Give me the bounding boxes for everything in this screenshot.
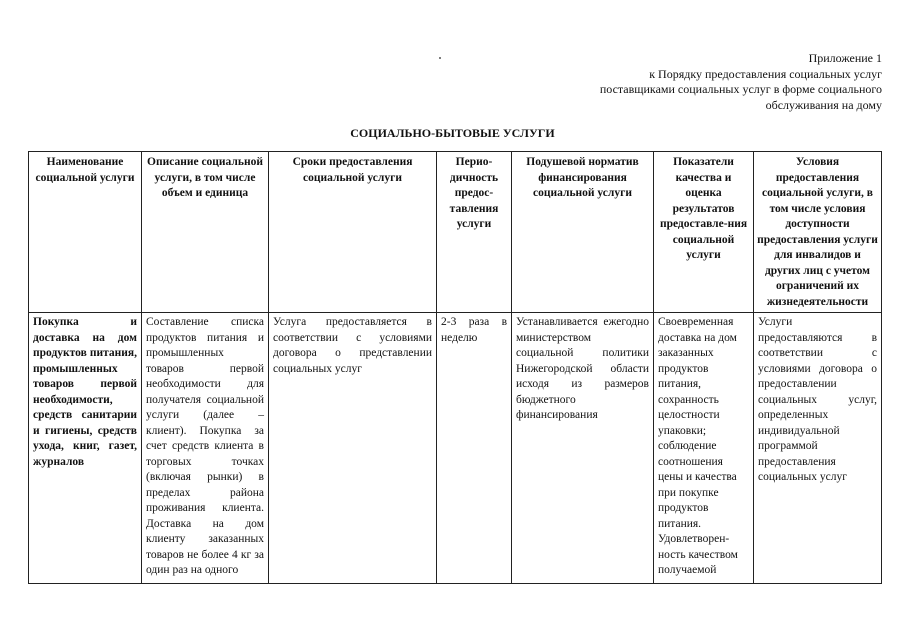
- appendix-line-4: обслуживания на дому: [765, 97, 882, 112]
- header-description: Описание социальной услуги, в том числе объем и единица: [142, 152, 269, 313]
- cell-funding: Устанавливается ежегодно министерством социальной политики Нижегородской области исходя из размеров бюджетного финансирования: [512, 313, 654, 584]
- cell-service-name: Покупка и доставка на дом продуктов питания, промышленных товаров первой необходимости, средств санитарии и гигиены, средств ухода, книг, газет, журналов: [29, 313, 142, 584]
- header-periodicity: Перио-дичность предос-тавления услуги: [437, 152, 512, 313]
- cell-conditions: Услуги предоставляются в соответствии с условиями договора о предоставлении социальных услуг, определенных индивидуальной программой предоставления социальных услуг: [754, 313, 882, 584]
- services-table: [28, 151, 882, 584]
- header-quality: Показатели качества и оценка результатов предоставле-ния социальной услуги: [654, 152, 754, 313]
- table-header-row: [29, 152, 882, 313]
- appendix-line-2: к Порядку предоставления социальных услуг: [649, 66, 882, 81]
- header-funding: Подушевой норматив финансирования социальной услуги: [512, 152, 654, 313]
- cell-description: Составление списка продуктов питания и промышленных товаров первой необходимости для получателя социальной услуги (далее – клиент). Покупка за счет средств клиента в торговых точках (включая рынки) в пределах района проживания клиента. Доставка на дом клиенту заказанных товаров не более 4 кг за один раз на одного: [142, 313, 269, 584]
- header-terms: Сроки предоставления социальной услуги: [269, 152, 437, 313]
- table-row: [29, 313, 882, 584]
- appendix-line-3: поставщиками социальных услуг в форме социального: [599, 82, 882, 96]
- document-title: СОЦИАЛЬНО-БЫТОВЫЕ УСЛУГИ: [350, 126, 555, 140]
- scan-speck: [439, 57, 441, 59]
- appendix-header: [560, 51, 882, 113]
- cell-terms: Услуга предоставляется в соответствии с условиями договора о представлении социальных услуг: [269, 313, 437, 584]
- appendix-line-1: Приложение 1: [808, 51, 882, 65]
- header-conditions: Условия предоставления социальной услуги, в том числе условия доступности предоставления услуги для инвалидов и других лиц с учетом ограничений их жизнедеятельности: [754, 152, 882, 313]
- header-service-name: Наименование социальной услуги: [29, 152, 142, 313]
- cell-periodicity: 2-3 раза в неделю: [437, 313, 512, 584]
- cell-quality: Своевременная доставка на дом заказанных продуктов питания, сохранность целостности упаковки; соблюдение соотношения цены и качества при покупке продуктов питания. Удовлетворен-ность качеством получаемой: [654, 313, 754, 584]
